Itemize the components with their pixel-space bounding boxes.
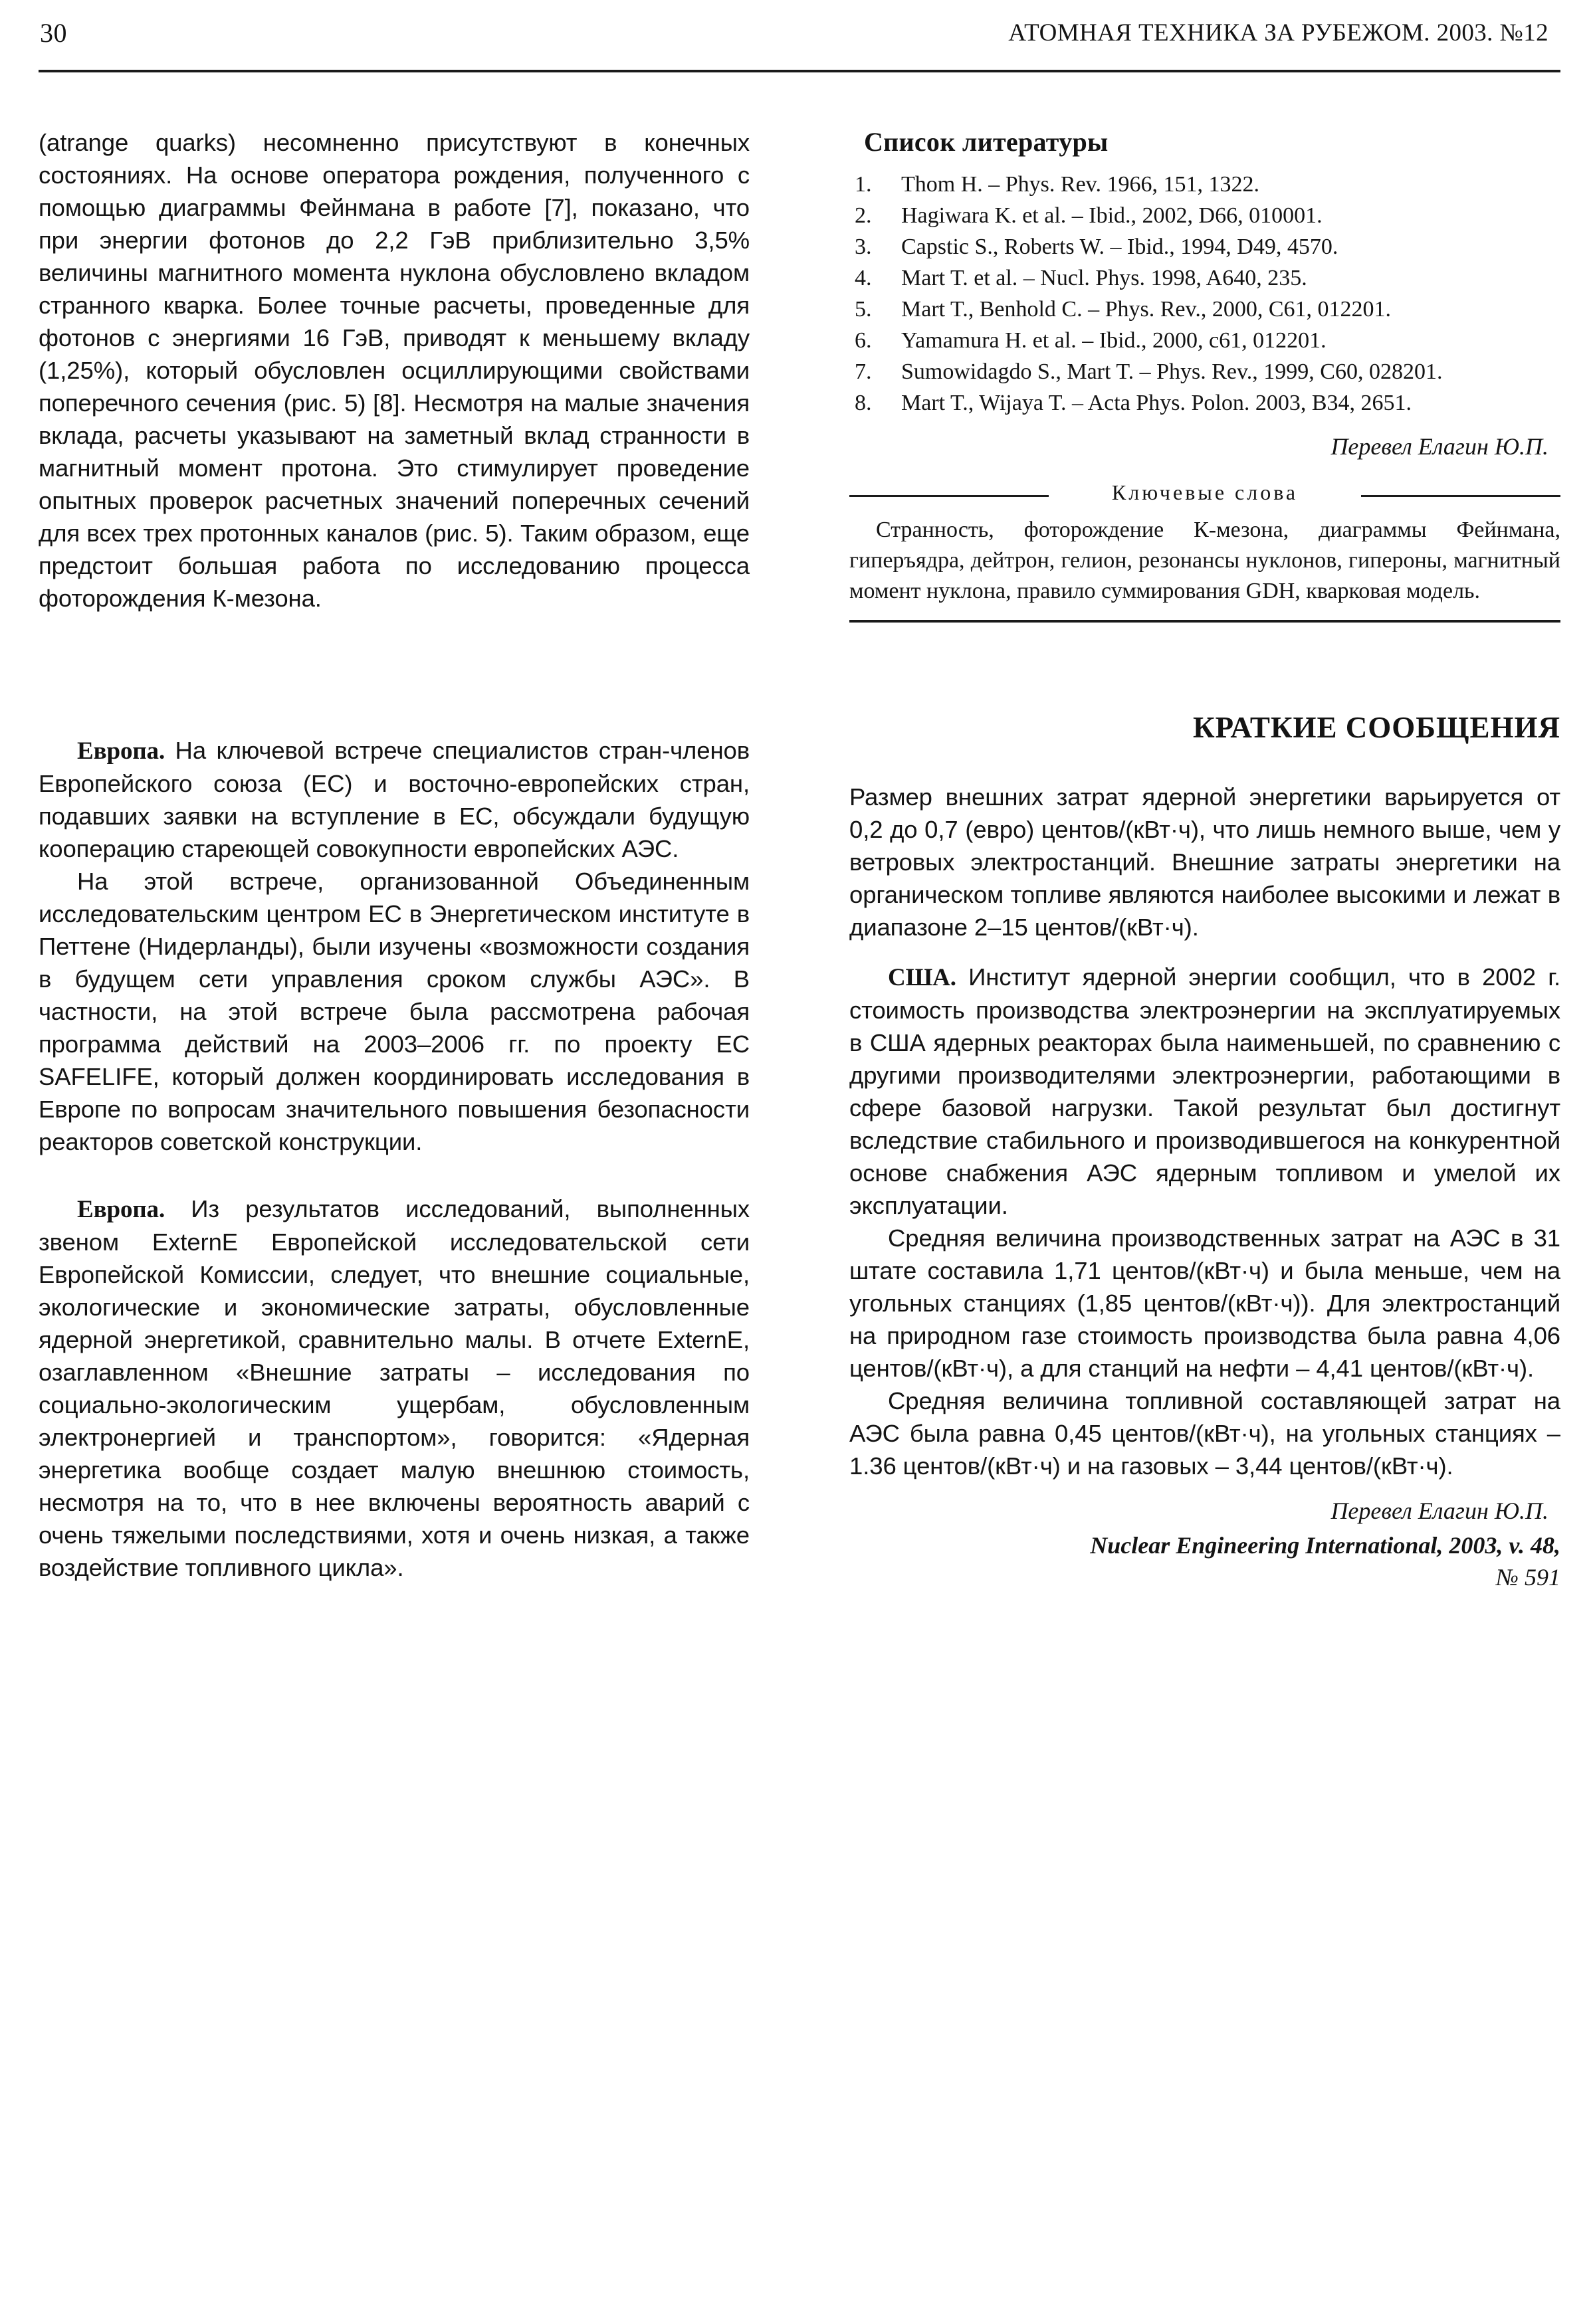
reference-number: 4.: [855, 266, 872, 290]
article-body-paragraph: (atrange quarks) несомненно присутствуют в конечных состояниях. На основе оператора рождения, полученного с помощью диаграммы Фейнмана в работе [7], показано, что при энергии фотонов до 2,2 ГэВ приблизительно 3,5% величины магнитного момента нуклона обусловлено вкладом странного кварка. Более точные расчеты, проведенные для фотонов с энергиями 16 ГэВ, приводят к меньшему вкладу (1,25%), который обусловлен осциллирующими свойствами поперечного сечения (рис. 5) [8]. Несмотря на малые значения вклада, расчеты указывают на заметный вклад странности в магнитный момент протона. Это стимулирует проведение опытных проверок расчетных значений поперечных сечений для всех трех протонных каналов (рис. 5). Таким образом, еще предстоит большая работа по исследованию процесса фоторождения К-мезона.: [39, 129, 750, 612]
keywords-label: Ключевые слова: [1101, 480, 1309, 505]
header-divider: [39, 70, 1560, 72]
note-text: Институт ядерной энергии сообщил, что в 2002 г. стоимость производства электроэнергии на эксплуатируемых в США ядерных реакторах была наименьшей, по сравнению с другими производителями электроэнергии, работающими в сфере базовой нагрузки. Такой результат был достигнут вследствие стабильного и производившегося на конкурентной основе снабжения АЭС ядерным топливом и умелой их эксплуатации.: [849, 963, 1560, 1219]
reference-text: Mart T., Benhold C. – Phys. Rev., 2000, C61, 012201.: [901, 297, 1391, 322]
reference-item: [849, 357, 1560, 387]
page-number: 30: [40, 18, 67, 48]
reference-text: Yamamura H. et al. – Ibid., 2000, c61, 012201.: [901, 328, 1327, 353]
note-paragraph: На этой встрече, организованной Объединенным исследовательским центром ЕС в Энергетическом институте в Петтене (Нидерланды), были изучены «возможности создания в будущем сети управления сроком службы АЭС». В частности, на этой встрече была рассмотрена рабочая программа действий на 2003–2006 гг. по проекту ЕС SAFELIFE, который должен координировать исследования в Европе по вопросам значительного повышения безопасности реакторов советской конструкции.: [39, 868, 750, 1155]
reference-number: 2.: [855, 203, 872, 228]
reference-item: [849, 326, 1560, 355]
reference-text: Hagiwara K. et al. – Ibid., 2002, D66, 010001.: [901, 203, 1323, 228]
references-title: Список литературы: [864, 127, 1109, 157]
note-paragraph: [39, 1193, 750, 1584]
keywords-block: [849, 480, 1560, 623]
translator-credit: Перевел Елагин Ю.П.: [1330, 1498, 1548, 1524]
reference-number: 8.: [855, 391, 872, 415]
section-title: КРАТКИЕ СООБЩЕНИЯ: [1192, 711, 1560, 744]
page-header: [40, 17, 1555, 64]
reference-number: 3.: [855, 235, 872, 259]
reference-item: [849, 169, 1560, 199]
reference-number: 7.: [855, 359, 872, 384]
reference-number: 6.: [855, 328, 872, 353]
note-paragraph: Средняя величина топливной составляющей затрат на АЭС была равна 0,45 центов/(кВт·ч), на угольных станциях – 1.36 центов/(кВт·ч) и на газовых – 3,44 центов/(кВт·ч).: [849, 1387, 1560, 1480]
reference-item: [849, 263, 1560, 293]
reference-item: [849, 232, 1560, 262]
reference-text: Mart T., Wijaya T. – Acta Phys. Polon. 2003, B34, 2651.: [901, 391, 1412, 415]
references-list: [849, 169, 1560, 418]
keywords-rule-right: [1361, 495, 1560, 497]
note-paragraph: [849, 961, 1560, 1222]
column-spacer: [39, 1175, 750, 1193]
note-paragraph: Средняя величина производственных затрат на АЭС в 31 штате составила 1,71 центов/(кВт·ч) и была меньше, чем на угольных станциях (1,85 центов/(кВт·ч)). Для электростанций на природном газе стоимость производства была равна 4,06 центов/(кВт·ч), а для станций на нефти – 4,41 центов/(кВт·ч).: [849, 1224, 1560, 1382]
running-title: АТОМНАЯ ТЕХНИКА ЗА РУБЕЖОМ. 2003. №12: [1008, 19, 1548, 47]
note-lead-in: Европа.: [77, 1196, 165, 1223]
note-lead-in: США.: [888, 964, 956, 991]
note-paragraph: Размер внешних затрат ядерной энергетики варьируется от 0,2 до 0,7 (евро) центов/(кВт·ч), что лишь немного выше, чем у ветровых электростанций. Внешние затраты энергетики на органическом топливе являются наиболее высокими и лежат в диапазоне 2–15 центов/(кВт·ч).: [849, 783, 1560, 941]
right-column: [849, 126, 1560, 1591]
keywords-rule-left: [849, 495, 1049, 497]
column-spacer: [849, 943, 1560, 961]
keywords-text: Странность, фоторождение К-мезона, диаграммы Фейнмана, гиперъядра, дейтрон, гелион, резонансы нуклонов, гипероны, магнитный момент нуклона, правило суммирования GDH, кварковая модель.: [849, 518, 1560, 603]
reference-text: Capstic S., Roberts W. – Ibid., 1994, D49, 4570.: [901, 235, 1338, 259]
reference-number: 1.: [855, 172, 872, 197]
reference-text: Thom H. – Phys. Rev. 1966, 151, 1322.: [901, 172, 1259, 197]
reference-item: [849, 294, 1560, 324]
reference-number: 5.: [855, 297, 872, 322]
note-lead-in: Европа.: [77, 737, 165, 765]
note-paragraph: [39, 734, 750, 865]
left-column: [39, 126, 750, 1584]
translator-credit: Перевел Елагин Ю.П.: [1330, 433, 1548, 460]
reference-text: Mart T. et al. – Nucl. Phys. 1998, A640, 235.: [901, 266, 1307, 290]
column-spacer: [39, 1158, 750, 1175]
keywords-header: [849, 480, 1560, 511]
keywords-rule-bottom: [849, 620, 1560, 623]
source-citation: Nuclear Engineering International, 2003, v. 48,: [1090, 1532, 1560, 1559]
reference-text: Sumowidagdo S., Mart T. – Phys. Rev., 1999, C60, 028201.: [901, 359, 1443, 384]
column-spacer: [39, 694, 750, 734]
note-text: Из результатов исследований, выполненных звеном ExternE Европейской исследовательской сети Европейской Комиссии, следует, что внешние социальные, экологические и экономические затраты, обусловленные ядерной энергетикой, сравнительно малы. В отчете ExternE, озаглавленном «Внешние затраты – исследования по социально-экологическим ущербам, обусловленным электронергией и транспортом», говорится: «Ядерная энергетика вообще создает малую внешнюю стоимость, несмотря на то, что в нее включены вероятность аварий с очень тяжелыми последствиями, хотя и очень низкая, а также воздействие топливного цикла».: [39, 1195, 750, 1581]
reference-item: [849, 388, 1560, 418]
source-issue-number: № 591: [1496, 1564, 1560, 1591]
column-spacer: [39, 615, 750, 694]
reference-item: [849, 201, 1560, 231]
note-text: На ключевой встрече специалистов стран-членов Европейского союза (ЕС) и восточно-европейских стран, подавших заявки на вступление в ЕС, обсуждали будущую кооперацию стареющей совокупности европейских АЭС.: [39, 737, 750, 862]
